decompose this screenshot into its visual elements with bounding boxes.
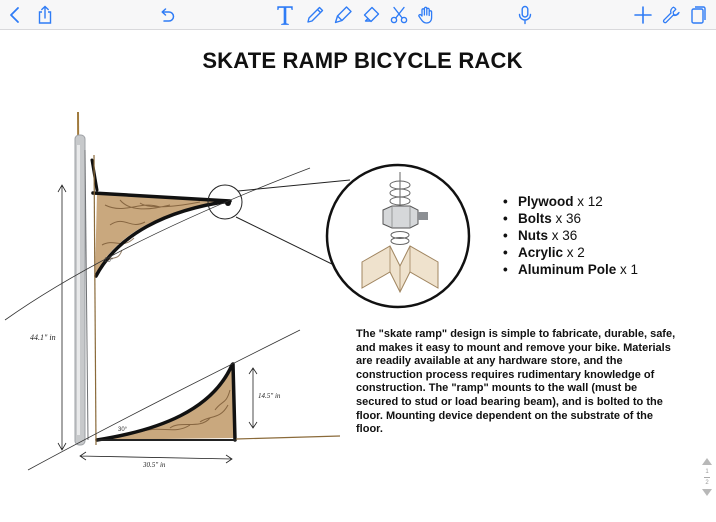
material-name: Aluminum Pole	[518, 262, 617, 277]
height-dimension	[30, 185, 66, 450]
width-dimension	[80, 452, 232, 469]
list-item	[503, 193, 638, 210]
document-title: SKATE RAMP BICYCLE RACK	[202, 48, 523, 73]
share-icon[interactable]	[33, 3, 57, 27]
material-name: Bolts	[518, 211, 552, 226]
material-name: Nuts	[518, 228, 548, 243]
page-down-arrow-icon[interactable]	[702, 489, 712, 496]
description-text: The "skate ramp" design is simple to fabricate, durable, safe, and makes it easy to mount and remove your bike. Materials are readily available at any hardware store, and the construction process requires rudimentary knowledge of construction. The "ramp" mounts to the wall (must be secured to stud or load bearing beam), and is bolted to the floor. Mounting device dependent on the substrate of the floor.	[356, 328, 676, 436]
plus-icon[interactable]	[631, 3, 655, 27]
material-name: Plywood	[518, 194, 574, 209]
materials-list	[503, 193, 638, 278]
list-item	[503, 210, 638, 227]
list-item	[503, 261, 638, 278]
material-name: Acrylic	[518, 245, 564, 260]
lower-ramp-sketch	[97, 364, 340, 440]
total-pages: 2	[705, 480, 709, 486]
wrench-icon[interactable]	[659, 3, 683, 27]
height-label: 44.1" in	[30, 333, 56, 342]
detail-callout	[208, 165, 469, 307]
guide-line-lower	[28, 330, 300, 470]
pen-tool-icon[interactable]	[303, 3, 327, 27]
upper-angle-label: 10°	[104, 258, 114, 264]
upper-ramp-sketch	[92, 160, 231, 276]
current-page: 1	[705, 469, 709, 475]
page-divider	[704, 477, 710, 478]
list-item	[503, 244, 638, 261]
pages-icon[interactable]	[686, 3, 710, 27]
material-quantity: x 36	[551, 228, 578, 243]
lower-angle-label: 30°	[118, 427, 128, 433]
page-navigator	[700, 458, 714, 510]
marker-tool-icon[interactable]	[331, 3, 355, 27]
page-up-arrow-icon[interactable]	[702, 458, 712, 465]
undo-icon[interactable]	[155, 3, 179, 27]
toolbar	[0, 0, 716, 30]
lower-height-dimension	[249, 368, 281, 428]
scissors-tool-icon[interactable]	[387, 3, 411, 27]
list-item	[503, 227, 638, 244]
material-quantity: x 2	[566, 245, 585, 260]
lower-height-label: 14.5" in	[258, 392, 281, 400]
microphone-icon[interactable]	[513, 3, 537, 27]
eraser-tool-icon[interactable]	[359, 3, 383, 27]
hand-tool-icon[interactable]	[414, 3, 438, 27]
guide-line-upper	[5, 168, 310, 320]
material-quantity: x 1	[620, 262, 639, 277]
text-tool-icon[interactable]	[273, 3, 297, 27]
chevron-left-icon[interactable]	[3, 3, 27, 27]
width-label: 30.5" in	[143, 461, 166, 469]
material-quantity: x 36	[555, 211, 582, 226]
material-quantity: x 12	[577, 194, 603, 209]
